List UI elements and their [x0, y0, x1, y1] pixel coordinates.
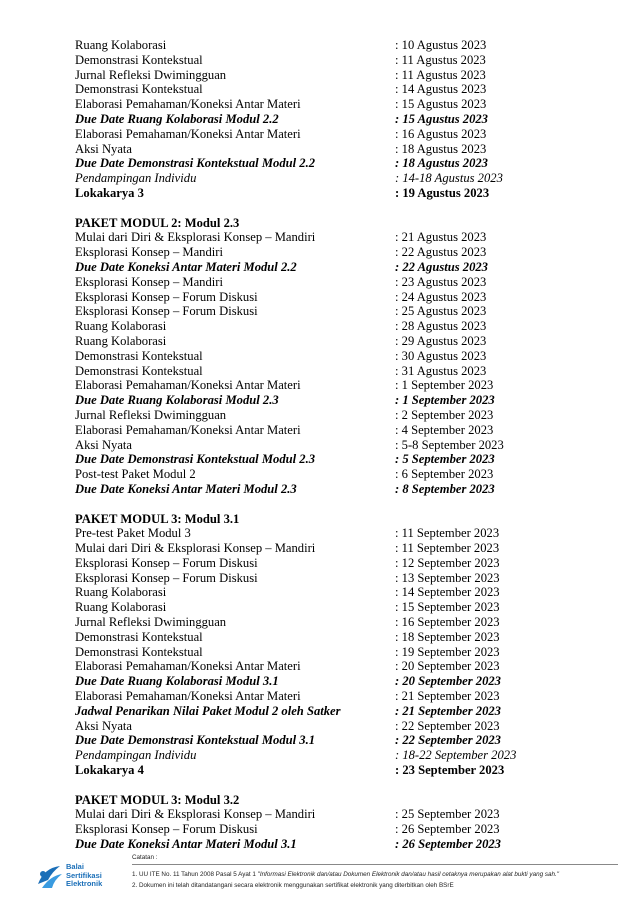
activity-label: Eksplorasi Konsep – Forum Diskusi: [75, 555, 258, 570]
activity-date: : 22 September 2023: [395, 733, 501, 748]
schedule-row: [75, 526, 595, 541]
activity-date: : 10 Agustus 2023: [395, 38, 487, 52]
schedule-row: [75, 482, 595, 497]
activity-label: Jurnal Refleksi Dwimingguan: [75, 407, 227, 422]
footer-notes: [132, 853, 618, 889]
activity-date: : 18 Agustus 2023: [395, 141, 487, 156]
schedule-row: [75, 260, 595, 275]
activity-label: Demonstrasi Kontekstual: [75, 52, 203, 67]
activity-date: : 5 September 2023: [395, 452, 495, 467]
activity-label: Pre-test Paket Modul 3: [75, 526, 191, 541]
activity-date: : 14-18 Agustus 2023: [395, 171, 503, 186]
schedule-row: [75, 171, 595, 186]
activity-label: Due Date Ruang Kolaborasi Modul 3.1: [75, 674, 279, 689]
activity-label: Jurnal Refleksi Dwimingguan: [75, 615, 227, 630]
schedule-row: [75, 822, 595, 837]
schedule-document: [75, 38, 595, 852]
schedule-row: [75, 423, 595, 438]
schedule-row: [75, 452, 595, 467]
schedule-row: [75, 645, 595, 660]
spacer: [75, 497, 595, 512]
schedule-row: [75, 319, 595, 334]
activity-label: Ruang Kolaborasi: [75, 319, 167, 334]
activity-date: : 13 September 2023: [395, 570, 500, 585]
schedule-row: [75, 349, 595, 364]
schedule-row: [75, 38, 595, 53]
schedule-row: [75, 674, 595, 689]
activity-label: Eksplorasi Konsep – Forum Diskusi: [75, 289, 258, 304]
activity-date: : 26 September 2023: [395, 822, 500, 837]
schedule-row: [75, 659, 595, 674]
activity-label: Pendampingan Individu: [75, 171, 197, 186]
activity-label: Due Date Ruang Kolaborasi Modul 2.2: [75, 111, 279, 126]
activity-date: : 28 Agustus 2023: [395, 319, 487, 334]
activity-label: Eksplorasi Konsep – Forum Diskusi: [75, 570, 258, 585]
activity-date: : 15 September 2023: [395, 600, 500, 615]
schedule-row: [75, 393, 595, 408]
activity-date: : 4 September 2023: [395, 422, 494, 437]
schedule-row: [75, 763, 595, 778]
activity-date: : 11 September 2023: [395, 541, 500, 556]
activity-label: Pendampingan Individu: [75, 748, 197, 763]
activity-date: : 25 Agustus 2023: [395, 304, 487, 319]
activity-date: : 20 September 2023: [395, 659, 500, 674]
activity-label: Demonstrasi Kontekstual: [75, 644, 203, 659]
schedule-row: [75, 230, 595, 245]
activity-label: Post-test Paket Modul 2: [75, 467, 196, 482]
schedule-row: [75, 438, 595, 453]
activity-label: PAKET MODUL 2: Modul 2.3: [75, 215, 240, 230]
activity-label: Jurnal Refleksi Dwimingguan: [75, 67, 227, 82]
activity-label: Demonstrasi Kontekstual: [75, 82, 203, 97]
activity-date: : 21 September 2023: [395, 703, 501, 718]
notes-divider: [132, 864, 618, 865]
schedule-row: [75, 719, 595, 734]
schedule-row: [75, 615, 595, 630]
activity-label: Due Date Demonstrasi Kontekstual Modul 3.1: [75, 733, 316, 748]
activity-label: Mulai dari Diri & Eksplorasi Konsep – Mandiri: [75, 230, 316, 245]
activity-date: : 19 September 2023: [395, 644, 500, 659]
activity-date: : 15 Agustus 2023: [395, 111, 488, 126]
activity-date: : 21 September 2023: [395, 689, 500, 704]
activity-date: : 25 September 2023: [395, 807, 500, 822]
activity-label: Ruang Kolaborasi: [75, 600, 167, 615]
activity-date: : 11 Agustus 2023: [395, 52, 486, 67]
activity-label: Demonstrasi Kontekstual: [75, 629, 203, 644]
schedule-row: [75, 541, 595, 556]
activity-label: Elaborasi Pemahaman/Koneksi Antar Materi: [75, 422, 301, 437]
schedule-row: [75, 97, 595, 112]
schedule-row: [75, 704, 595, 719]
activity-date: : 18 Agustus 2023: [395, 156, 488, 171]
schedule-row: [75, 408, 595, 423]
activity-label: Ruang Kolaborasi: [75, 38, 167, 52]
activity-label: Ruang Kolaborasi: [75, 585, 167, 600]
activity-date: : 12 September 2023: [395, 555, 500, 570]
activity-date: : 11 September 2023: [395, 526, 500, 541]
schedule-row: [75, 290, 595, 305]
activity-label: PAKET MODUL 3: Modul 3.2: [75, 792, 240, 807]
section-heading: [75, 216, 595, 231]
activity-label: Aksi Nyata: [75, 141, 133, 156]
schedule-row: [75, 733, 595, 748]
activity-date: : 1 September 2023: [395, 393, 495, 408]
activity-label: Eksplorasi Konsep – Mandiri: [75, 274, 223, 289]
spacer: [75, 201, 595, 216]
schedule-row: [75, 334, 595, 349]
schedule-row: [75, 748, 595, 763]
bsre-logo-icon: [34, 862, 66, 892]
activity-date: : 15 Agustus 2023: [395, 97, 487, 112]
activity-label: Due Date Koneksi Antar Materi Modul 2.2: [75, 259, 297, 274]
notes-title: Catatan :: [132, 854, 158, 861]
activity-date: : 19 Agustus 2023: [395, 185, 490, 200]
activity-label: Mulai dari Diri & Eksplorasi Konsep – Mandiri: [75, 541, 316, 556]
schedule-row: [75, 156, 595, 171]
activity-label: Ruang Kolaborasi: [75, 333, 167, 348]
section-heading: [75, 512, 595, 527]
activity-date: : 29 Agustus 2023: [395, 333, 487, 348]
schedule-row: [75, 68, 595, 83]
activity-label: Eksplorasi Konsep – Forum Diskusi: [75, 304, 258, 319]
activity-label: Elaborasi Pemahaman/Koneksi Antar Materi: [75, 689, 301, 704]
activity-date: : 26 September 2023: [395, 837, 501, 852]
note-2: 2. Dokumen ini telah ditandatangani secara elektronik menggunakan sertifikat elektronik yang diterbitkan oleh BSrE: [132, 882, 454, 889]
activity-label: Due Date Ruang Kolaborasi Modul 2.3: [75, 393, 279, 408]
activity-date: : 18-22 September 2023: [395, 748, 517, 763]
activity-label: Jadwal Penarikan Nilai Paket Modul 2 oleh Satker: [75, 703, 341, 718]
activity-label: Eksplorasi Konsep – Mandiri: [75, 245, 223, 260]
schedule-row: [75, 127, 595, 142]
schedule-row: [75, 82, 595, 97]
section-heading: [75, 793, 595, 808]
page-footer: [0, 848, 638, 902]
schedule-row: [75, 630, 595, 645]
activity-label: Demonstrasi Kontekstual: [75, 363, 203, 378]
activity-date: : 16 Agustus 2023: [395, 126, 487, 141]
activity-label: Due Date Koneksi Antar Materi Modul 2.3: [75, 481, 297, 496]
activity-date: : 24 Agustus 2023: [395, 289, 487, 304]
schedule-row: [75, 585, 595, 600]
schedule-row: [75, 112, 595, 127]
schedule-row: [75, 53, 595, 68]
schedule-row: [75, 304, 595, 319]
activity-date: : 30 Agustus 2023: [395, 348, 487, 363]
activity-date: : 22 Agustus 2023: [395, 259, 488, 274]
activity-label: Aksi Nyata: [75, 718, 133, 733]
schedule-row: [75, 467, 595, 482]
activity-date: : 11 Agustus 2023: [395, 67, 486, 82]
schedule-row: [75, 275, 595, 290]
activity-label: Lokakarya 3: [75, 185, 144, 200]
activity-date: : 31 Agustus 2023: [395, 363, 487, 378]
schedule-row: [75, 186, 595, 201]
activity-date: : 2 September 2023: [395, 407, 494, 422]
activity-date: : 20 September 2023: [395, 674, 501, 689]
activity-date: : 8 September 2023: [395, 481, 495, 496]
activity-label: Eksplorasi Konsep – Forum Diskusi: [75, 822, 258, 837]
activity-date: : 22 Agustus 2023: [395, 245, 487, 260]
activity-date: : 1 September 2023: [395, 378, 494, 393]
activity-date: : 5-8 September 2023: [395, 437, 504, 452]
activity-date: : 6 September 2023: [395, 467, 494, 482]
schedule-row: [75, 364, 595, 379]
spacer: [75, 778, 595, 793]
activity-label: Due Date Koneksi Antar Materi Modul 3.1: [75, 837, 297, 852]
schedule-row: [75, 556, 595, 571]
activity-label: Elaborasi Pemahaman/Koneksi Antar Materi: [75, 97, 301, 112]
activity-label: Mulai dari Diri & Eksplorasi Konsep – Mandiri: [75, 807, 316, 822]
bsre-logo-text: Balai Sertifikasi Elektronik: [66, 862, 103, 888]
activity-date: : 23 Agustus 2023: [395, 274, 487, 289]
activity-label: Elaborasi Pemahaman/Koneksi Antar Materi: [75, 126, 301, 141]
schedule-row: [75, 807, 595, 822]
activity-date: : 23 September 2023: [395, 763, 505, 778]
schedule-row: [75, 142, 595, 157]
activity-label: Due Date Demonstrasi Kontekstual Modul 2.3: [75, 452, 316, 467]
schedule-row: [75, 689, 595, 704]
activity-date: : 16 September 2023: [395, 615, 500, 630]
activity-label: Elaborasi Pemahaman/Koneksi Antar Materi: [75, 378, 301, 393]
activity-date: : 14 September 2023: [395, 585, 500, 600]
activity-label: Due Date Demonstrasi Kontekstual Modul 2.2: [75, 156, 316, 171]
note-1: 1. UU ITE No. 11 Tahun 2008 Pasal 5 Ayat 1 "Informasi Elektronik dan/atau Dokumen Elektronik dan/atau hasil cetaknya merupakan alat bukti yang sah.": [132, 871, 559, 878]
schedule-row: [75, 378, 595, 393]
activity-label: Lokakarya 4: [75, 763, 144, 778]
activity-label: Aksi Nyata: [75, 437, 133, 452]
schedule-row: [75, 571, 595, 586]
activity-label: Elaborasi Pemahaman/Koneksi Antar Materi: [75, 659, 301, 674]
activity-date: : 18 September 2023: [395, 629, 500, 644]
activity-date: : 14 Agustus 2023: [395, 82, 487, 97]
schedule-row: [75, 600, 595, 615]
activity-label: Demonstrasi Kontekstual: [75, 348, 203, 363]
activity-date: : 22 September 2023: [395, 718, 500, 733]
schedule-row: [75, 245, 595, 260]
activity-date: : 21 Agustus 2023: [395, 230, 487, 245]
activity-label: PAKET MODUL 3: Modul 3.1: [75, 511, 240, 526]
